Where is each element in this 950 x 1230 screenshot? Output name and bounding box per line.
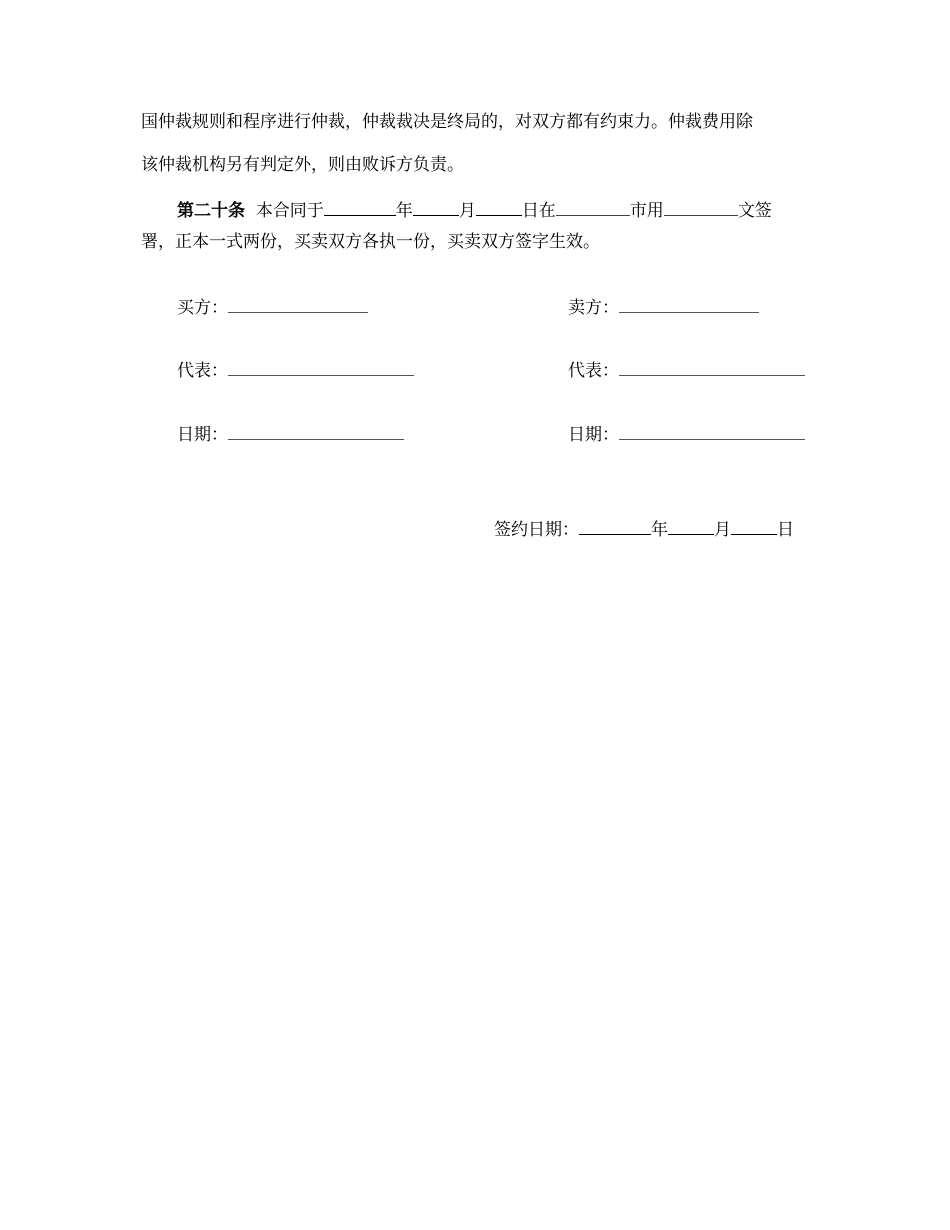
seller-label: 卖方： <box>568 298 619 318</box>
day-blank[interactable] <box>476 199 522 216</box>
signing-day-label: 日 <box>777 520 794 540</box>
signing-year-label: 年 <box>651 520 668 540</box>
seller-row <box>568 296 759 318</box>
lang-sign-label: 文签 <box>737 201 772 221</box>
buyer-rep-line[interactable] <box>228 359 414 376</box>
buyer-rep-label: 代表： <box>177 361 228 381</box>
buyer-date-line[interactable] <box>228 423 404 440</box>
buyer-row <box>177 296 368 318</box>
seller-rep-row <box>568 359 805 381</box>
signing-month-blank[interactable] <box>668 518 714 535</box>
seller-date-label: 日期： <box>568 425 619 445</box>
seller-date-row <box>568 423 805 445</box>
seller-rep-label: 代表： <box>568 361 619 381</box>
article-20-heading: 第二十条 <box>177 201 245 221</box>
day-in-label: 日在 <box>521 201 556 221</box>
year-label: 年 <box>395 201 413 221</box>
signing-year-blank[interactable] <box>579 518 651 535</box>
buyer-date-label: 日期： <box>177 425 228 445</box>
city-label: 市用 <box>629 201 664 221</box>
paragraph-line-1: 国仲裁规则和程序进行仲裁，仲裁裁决是终局的，对双方都有约束力。仲裁费用除 <box>141 112 753 132</box>
language-blank[interactable] <box>664 199 738 216</box>
buyer-date-row <box>177 423 404 445</box>
month-blank[interactable] <box>413 199 459 216</box>
month-label: 月 <box>458 201 476 221</box>
year-blank[interactable] <box>324 199 396 216</box>
seller-rep-line[interactable] <box>619 359 805 376</box>
article-20-line-1 <box>177 199 772 221</box>
signing-date-label: 签约日期： <box>494 520 579 540</box>
seller-date-line[interactable] <box>619 423 805 440</box>
buyer-label: 买方： <box>177 298 228 318</box>
signing-month-label: 月 <box>714 520 731 540</box>
signing-day-blank[interactable] <box>731 518 777 535</box>
buyer-rep-row <box>177 359 414 381</box>
signing-date-row <box>494 518 794 540</box>
paragraph-line-2: 该仲裁机构另有判定外，则由败诉方负责。 <box>141 155 464 175</box>
article-20-line-2: 署，正本一式两份，买卖双方各执一份，买卖双方签字生效。 <box>141 232 600 252</box>
city-blank[interactable] <box>556 199 630 216</box>
article-20-text-a: 本合同于 <box>255 201 324 221</box>
buyer-signature-line[interactable] <box>228 296 368 313</box>
seller-signature-line[interactable] <box>619 296 759 313</box>
